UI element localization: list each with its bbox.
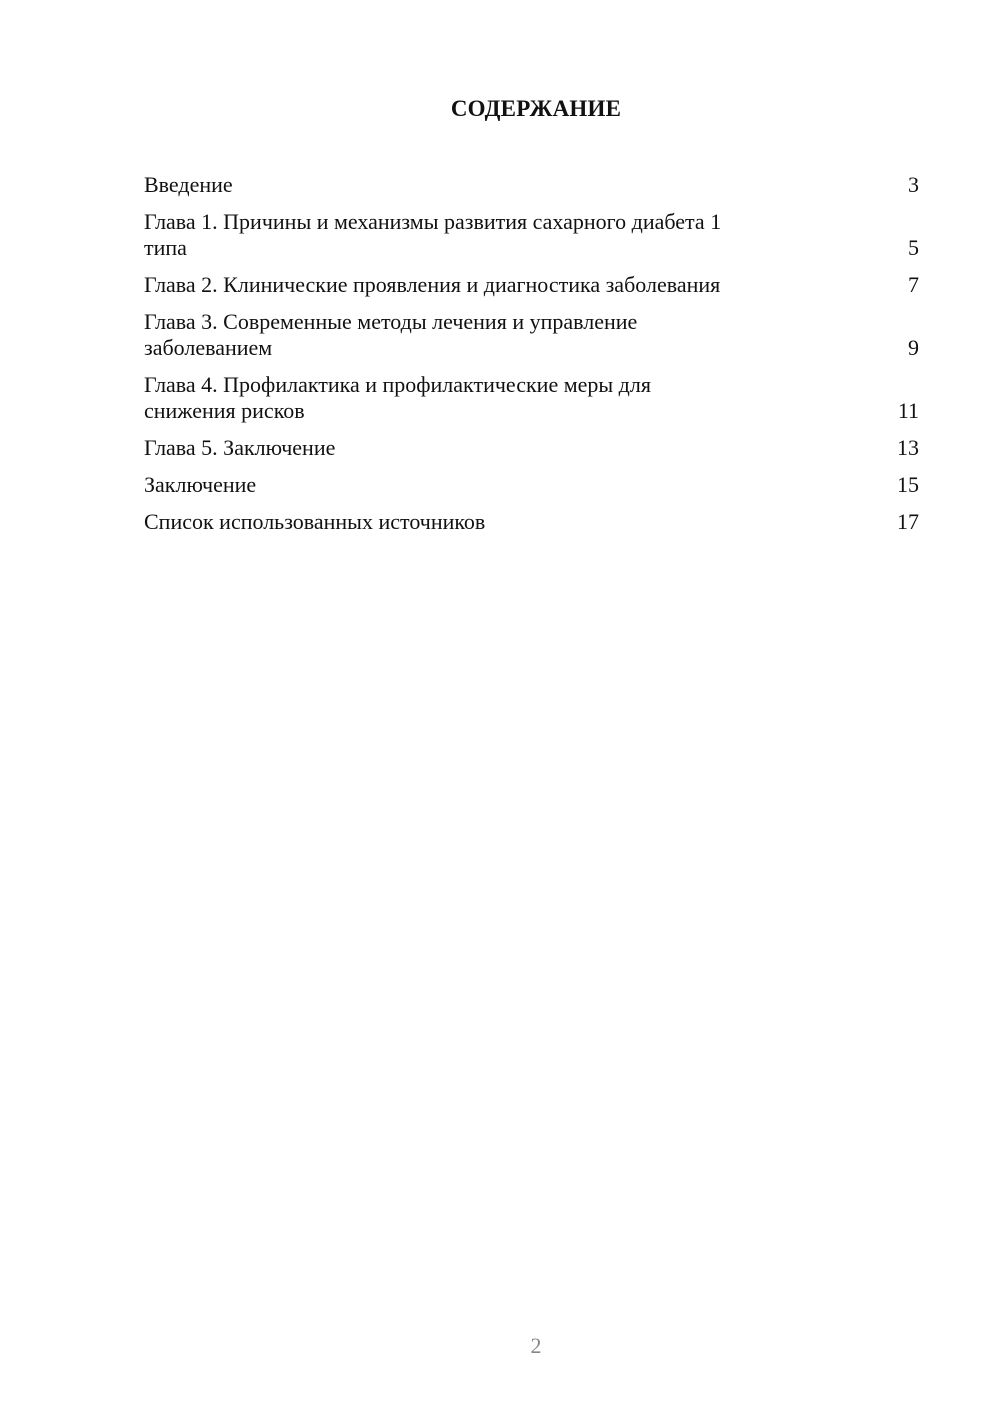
toc-entry: [144, 172, 919, 198]
toc-entry-label: Глава 2. Клинические проявления и диагностика заболевания: [144, 272, 721, 297]
toc-entry-page: 11: [897, 398, 919, 423]
toc-entry-label: Глава 1. Причины и механизмы развития сахарного диабета 1 типа: [144, 209, 722, 260]
toc-entry: [144, 272, 919, 298]
toc-entry: [144, 435, 919, 461]
toc-entry: [144, 209, 919, 261]
toc-entry: [144, 372, 919, 424]
toc-entry-page: 3: [908, 172, 919, 197]
toc-entry-page: 15: [897, 472, 919, 497]
toc-entry-page: 9: [908, 335, 919, 360]
toc-entry-label: Глава 4. Профилактика и профилактические меры для снижения рисков: [144, 372, 651, 423]
toc-entry-label: Глава 3. Современные методы лечения и управление заболеванием: [144, 309, 638, 360]
toc-entry-label: Список использованных источников: [144, 509, 486, 534]
toc-entry-label: Заключение: [144, 472, 257, 497]
toc-entry: [144, 472, 919, 498]
toc-entry-label: Введение: [144, 172, 233, 197]
toc-entry-page: 5: [908, 235, 919, 260]
toc-entry-label: Глава 5. Заключение: [144, 435, 336, 460]
toc-entry-page: 7: [908, 272, 919, 297]
table-of-contents: [144, 172, 919, 546]
toc-entry-page: 13: [897, 435, 919, 460]
toc-entry: [144, 309, 919, 361]
toc-entry: [144, 509, 919, 535]
page-number: 2: [530, 1333, 542, 1358]
toc-entry-page: 17: [897, 509, 919, 534]
page-title: СОДЕРЖАНИЕ: [450, 96, 622, 121]
